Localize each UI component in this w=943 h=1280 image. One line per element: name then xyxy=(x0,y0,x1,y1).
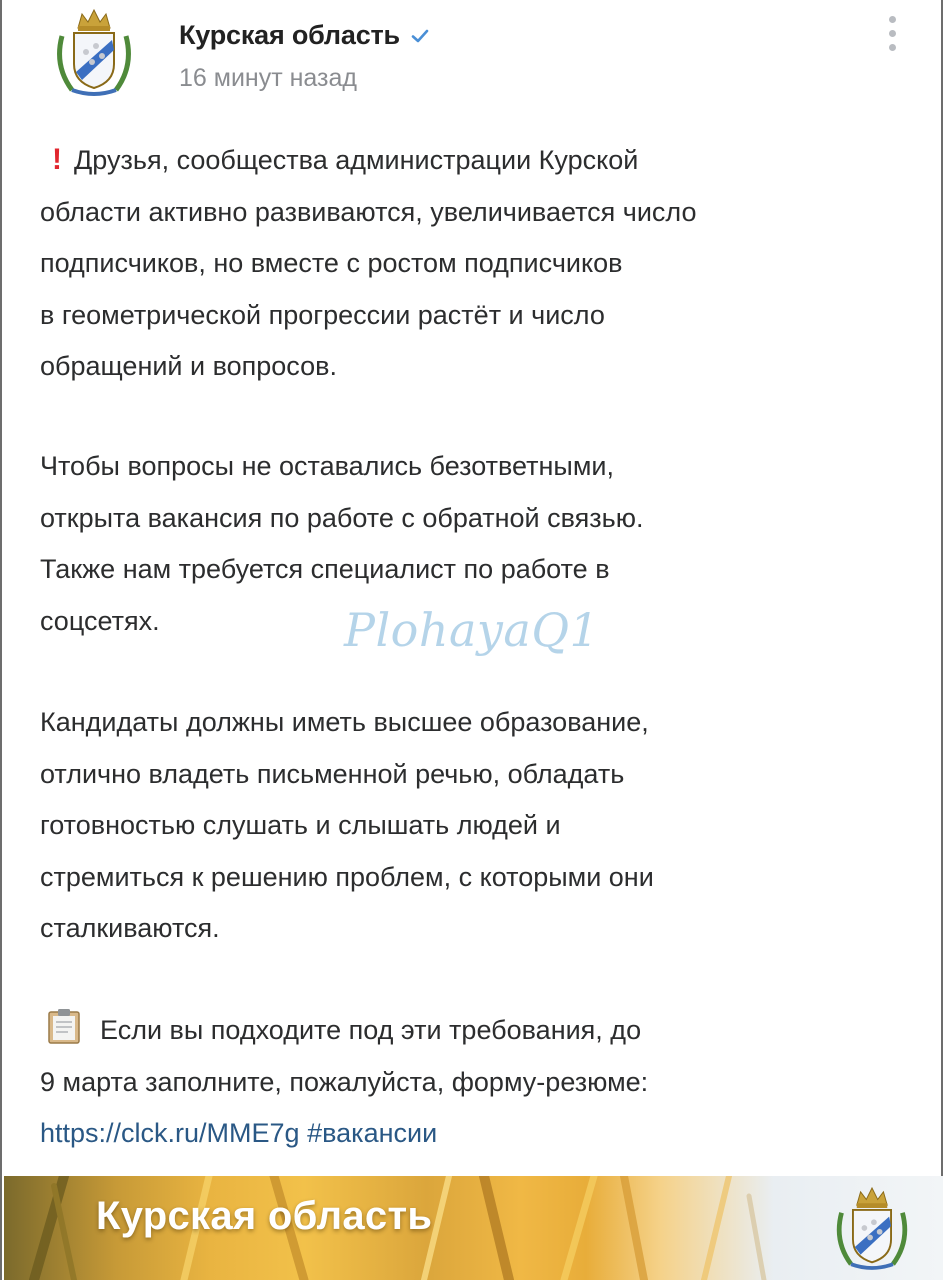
paragraph-1-text: Друзья, сообщества администрации Курской области активно развиваются, увеличивается число подписчиков, но вместе с ростом подписчиков в геометрической прогрессии растёт и число обращений и вопросов. xyxy=(40,145,697,381)
post-paragraph-1 xyxy=(40,134,910,393)
clipboard-icon xyxy=(46,1007,82,1045)
post-paragraph-4 xyxy=(40,1005,910,1160)
watermark: PlohayaQ1 xyxy=(344,603,600,657)
hashtag-link[interactable]: #вакансии xyxy=(307,1118,438,1148)
exclamation-icon: ! xyxy=(52,143,62,176)
resume-form-link[interactable]: https://clck.ru/MME7g xyxy=(40,1118,300,1148)
attachment-banner[interactable] xyxy=(4,1176,943,1280)
banner-title: Курская область xyxy=(96,1194,433,1238)
title-row xyxy=(179,20,430,51)
post-time[interactable]: 16 минут назад xyxy=(179,64,357,92)
post-paragraph-2: Чтобы вопросы не оставались безответными, открыта вакансия по работе с обратной связью. Также нам требуется специалист по работе в соцсетях. xyxy=(40,451,644,636)
paragraph-4-text: Если вы подходите под эти требования, до 9 марта заполните, пожалуйста, форму-резюме: xyxy=(40,1015,649,1097)
banner-coat-of-arms-icon xyxy=(832,1180,912,1276)
verified-check-icon xyxy=(410,26,430,46)
post-header xyxy=(52,6,912,102)
kursk-coat-of-arms-icon[interactable] xyxy=(52,6,136,98)
post-paragraph-3: Кандидаты должны иметь высшее образование, отлично владеть письменной речью, обладать готовностью слушать и слышать людей и стремиться к решению проблем, с которыми они сталкиваются. xyxy=(40,707,654,943)
more-vertical-icon[interactable] xyxy=(875,8,909,58)
group-name[interactable]: Курская область xyxy=(179,20,400,50)
